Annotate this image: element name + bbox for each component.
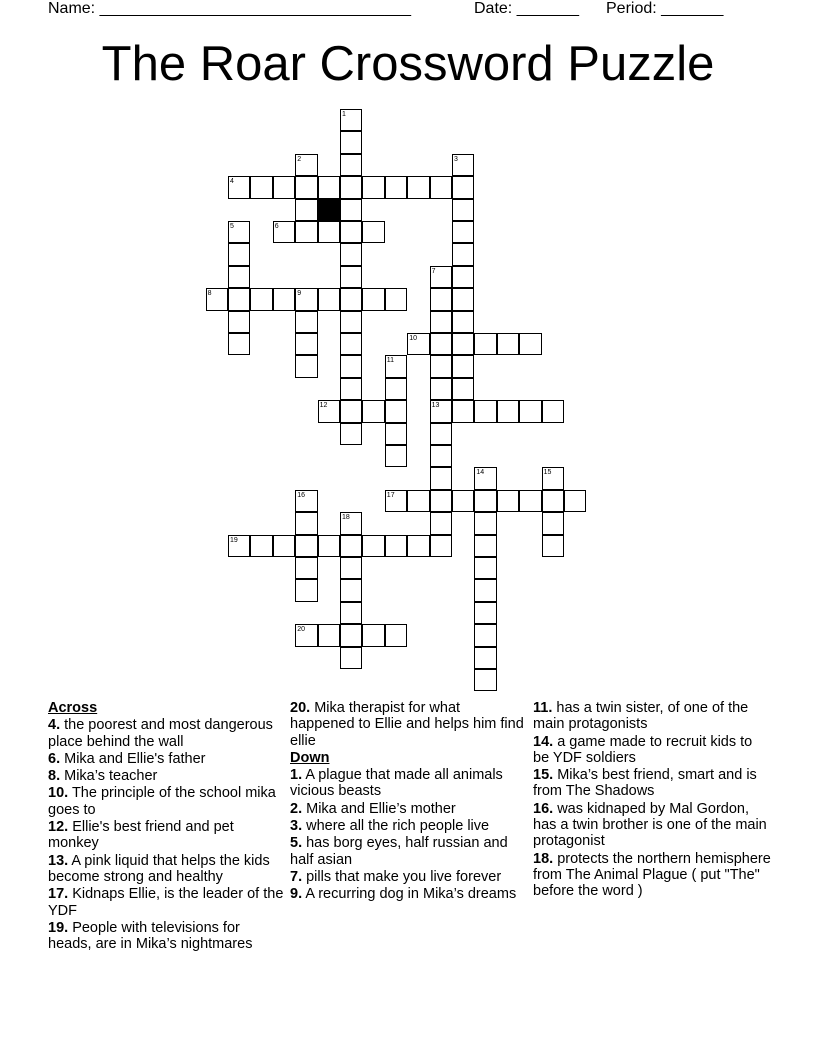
grid-cell[interactable] [474,669,496,691]
clue-column-1 [48,700,286,953]
grid-cell[interactable] [385,423,407,445]
grid-cell[interactable] [452,176,474,198]
grid-cell[interactable] [340,378,362,400]
clue-across-19: 19. People with televisions for heads, are in Mika’s nightmares [48,919,253,953]
grid-cell[interactable] [340,131,362,153]
grid-cell[interactable] [273,176,295,198]
grid-cell[interactable] [474,512,496,534]
grid-cell[interactable] [474,647,496,669]
grid-cell[interactable] [340,199,362,221]
clue-down-11: 11. has a twin sister, of one of the main protagonists [533,700,749,733]
grid-cell[interactable] [340,535,362,557]
grid-cell[interactable] [474,333,496,355]
period-field[interactable]: Period: _______ [606,0,724,17]
grid-cell[interactable] [385,535,407,557]
grid-cell[interactable] [318,535,340,557]
grid-cell[interactable] [452,311,474,333]
clue-number-label: 14 [476,469,485,477]
grid-cell[interactable] [474,400,496,422]
grid-cell[interactable] [340,624,362,646]
clue-column-2 [290,700,528,904]
grid-cell[interactable] [430,378,452,400]
clue-down-5: 5. has borg eyes, half russian and half asian [290,835,508,868]
grid-cell[interactable] [362,624,384,646]
clue-across-10: 10. The principle of the school mika goes to [48,785,276,818]
grid-cell[interactable] [542,400,564,422]
grid-cell[interactable] [452,288,474,310]
clue-across-4: 4. the poorest and most dangerous place behind the wall [48,717,273,750]
clue-number-label: 20 [297,626,305,634]
grid-cell[interactable] [295,199,317,221]
grid-cell[interactable] [474,557,496,579]
clue-number-label: 10 [409,335,417,342]
grid-cell[interactable] [430,512,452,534]
clue-down-14: 14. a game made to recruit kids to be YDF soldiers [533,733,753,766]
grid-cell[interactable] [340,266,362,288]
clue-down-7: 7. pills that make you live forever [290,868,502,885]
grid-cell[interactable] [362,535,384,557]
grid-cell[interactable] [295,355,317,377]
clue-across-20: 20. Mika therapist for what happened to Ellie and helps him find ellie [290,700,524,749]
clue-across-13: 13. A pink liquid that helps the kids become strong and healthy [48,852,270,885]
grid-cell[interactable] [430,288,452,310]
grid-cell[interactable] [295,557,317,579]
clue-column-3 [533,700,771,901]
grid-cell[interactable] [452,400,474,422]
grid-cell[interactable] [430,311,452,333]
grid-cell[interactable] [452,199,474,221]
grid-cell[interactable] [519,490,541,512]
grid-cell[interactable] [519,333,541,355]
grid-cell[interactable] [474,579,496,601]
grid-cell[interactable] [228,266,250,288]
grid-cell[interactable] [452,243,474,265]
grid-cell[interactable] [497,333,519,355]
across-heading: Across [48,700,98,716]
grid-cell[interactable] [318,624,340,646]
clue-number-label: 8 [207,290,212,298]
grid-cell[interactable] [228,333,250,355]
clue-number-label: 1 [342,111,346,118]
grid-cell[interactable] [452,266,474,288]
grid-cell[interactable] [362,176,384,198]
clue-number-label: 18 [342,514,350,522]
grid-cell[interactable] [228,243,250,265]
clue-down-3: 3. where all the rich people live [290,818,490,835]
grid-cell[interactable] [430,423,452,445]
grid-cell[interactable] [452,333,474,355]
grid-cell[interactable] [474,602,496,624]
grid-cell[interactable] [542,490,564,512]
grid-cell[interactable] [295,579,317,601]
clue-number-label: 3 [454,155,458,163]
clue-number-label: 13 [431,402,440,410]
grid-cell[interactable] [474,624,496,646]
down-heading: Down [290,749,330,766]
grid-cell[interactable] [430,490,452,512]
grid-cell[interactable] [340,288,362,310]
grid-cell[interactable] [519,400,541,422]
clue-down-15: 15. Mika’s best friend, smart and is from The Shadows [533,767,757,800]
grid-cell[interactable] [497,490,519,512]
grid-cell[interactable] [295,311,317,333]
clue-number-label: 6 [274,223,279,230]
clue-number-label: 7 [431,267,436,275]
grid-cell[interactable] [295,512,317,534]
grid-cell[interactable] [340,221,362,243]
clue-across-12: 12. Ellie's best friend and pet monkey [48,819,234,852]
grid-cell[interactable] [340,647,362,669]
grid-cell[interactable] [452,490,474,512]
grid-cell[interactable] [340,423,362,445]
clue-number-label: 9 [297,290,302,298]
grid-cell[interactable] [564,490,586,512]
grid-cell[interactable] [362,221,384,243]
clue-across-17: 17. Kidnaps Ellie, is the leader of the YDF [48,886,284,919]
grid-cell[interactable] [340,333,362,355]
grid-cell[interactable] [295,221,317,243]
grid-cell[interactable] [250,535,272,557]
grid-cell[interactable] [430,333,452,355]
grid-cell[interactable] [250,176,272,198]
grid-cell[interactable] [340,579,362,601]
grid-cell[interactable] [295,333,317,355]
grid-cell[interactable] [474,490,496,512]
page-title: The Roar Crossword Puzzle [101,37,715,91]
grid-cell[interactable] [385,288,407,310]
grid-cell[interactable] [295,535,317,557]
clue-number-label: 16 [297,491,305,499]
grid-cell[interactable] [273,288,295,310]
grid-cell[interactable] [362,288,384,310]
grid-cell[interactable] [250,288,272,310]
clue-number-label: 19 [230,536,238,544]
grid-cell[interactable] [452,221,474,243]
grid-cell[interactable] [385,445,407,467]
grid-cell[interactable] [385,624,407,646]
grid-cell[interactable] [452,355,474,377]
grid-cell[interactable] [430,535,452,557]
clue-number-label: 4 [230,178,234,186]
grid-cell[interactable] [362,400,384,422]
grid-cell[interactable] [318,176,340,198]
grid-cell[interactable] [340,243,362,265]
clue-down-1: 1. A plague that made all animals vicious beasts [290,767,503,800]
clue-across-6: 6. Mika and Ellie's father [48,750,206,767]
grid-cell[interactable] [430,467,452,489]
clue-down-16: 16. was kidnaped by Mal Gordon, has a twin brother is one of the main protagonist [533,800,767,850]
grid-cell[interactable] [407,490,429,512]
grid-cell[interactable] [340,176,362,198]
grid-cell[interactable] [474,535,496,557]
date-field[interactable]: Date: _______ [474,0,579,17]
grid-cell[interactable] [430,355,452,377]
clue-down-9: 9. A recurring dog in Mika’s dreams [290,886,517,903]
grid-cell[interactable] [340,355,362,377]
grid-cell[interactable] [340,154,362,176]
black-cell [318,199,340,221]
grid-cell[interactable] [318,288,340,310]
grid-cell[interactable] [340,557,362,579]
clue-number-label: 11 [386,357,395,365]
name-field[interactable]: Name: ___________________________________ [48,0,412,17]
clue-down-2: 2. Mika and Ellie’s mother [290,800,456,817]
clue-down-18: 18. protects the northern hemisphere from The Animal Plague ( put "The" before the word ) [533,850,771,900]
clue-number-label: 5 [230,223,234,230]
grid-cell[interactable] [542,535,564,557]
grid-cell[interactable] [228,311,250,333]
grid-cell[interactable] [407,176,429,198]
clue-number-label: 12 [319,402,328,410]
grid-cell[interactable] [430,445,452,467]
grid-cell[interactable] [340,311,362,333]
grid-cell[interactable] [273,535,295,557]
grid-cell[interactable] [228,288,250,310]
grid-cell[interactable] [340,602,362,624]
clue-number-label: 2 [297,155,302,163]
grid-cell[interactable] [497,400,519,422]
grid-cell[interactable] [430,176,452,198]
grid-cell[interactable] [452,378,474,400]
clue-across-8: 8. Mika’s teacher [48,768,158,785]
clue-number-label: 15 [543,469,552,477]
grid-cell[interactable] [407,535,429,557]
grid-cell[interactable] [295,176,317,198]
clue-number-label: 17 [386,491,395,499]
grid-cell[interactable] [385,176,407,198]
grid-cell[interactable] [385,378,407,400]
grid-cell[interactable] [318,221,340,243]
grid-cell[interactable] [542,512,564,534]
grid-cell[interactable] [385,400,407,422]
grid-cell[interactable] [340,400,362,422]
